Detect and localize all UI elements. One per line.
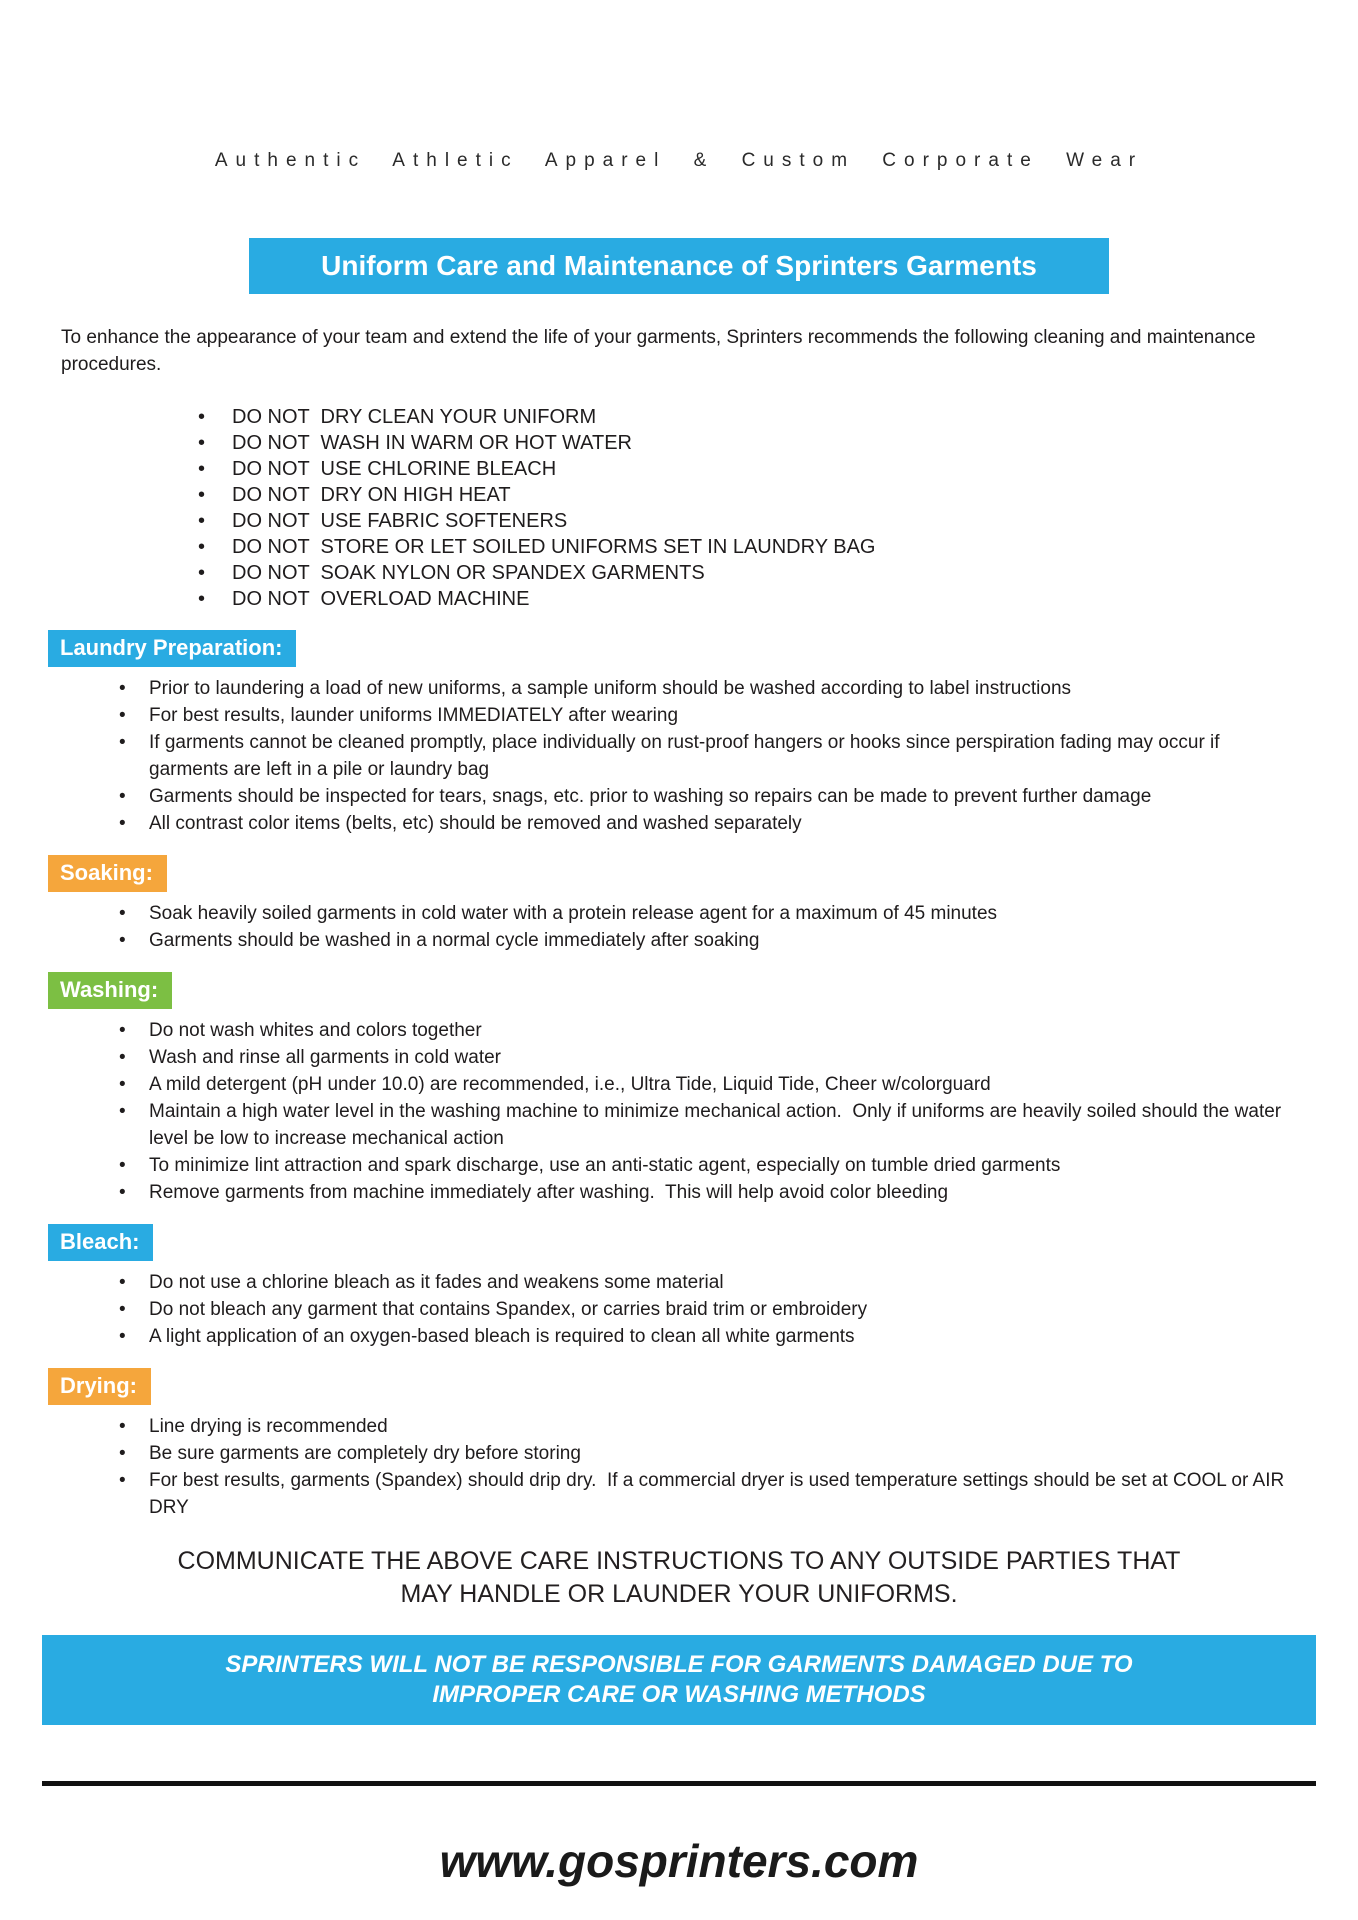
bullet-item: • To minimize lint attraction and spark discharge, use an anti-static agent, especially on tumble dried garments [111, 1152, 1290, 1179]
section-bullet-list [111, 1413, 1290, 1521]
section-header: Washing: [48, 972, 172, 1009]
do-not-item: • DO NOT USE FABRIC SOFTENERS [198, 508, 1288, 534]
bullet-item: • Wash and rinse all garments in cold water [111, 1044, 1290, 1071]
disclaimer-line1: SPRINTERS WILL NOT BE RESPONSIBLE FOR GARMENTS DAMAGED DUE TO [225, 1651, 1133, 1678]
bullet-item: • A light application of an oxygen-based bleach is required to clean all white garments [111, 1323, 1290, 1350]
bullet-item: • Prior to laundering a load of new uniforms, a sample uniform should be washed according to label instructions [111, 675, 1290, 702]
bullet-item: • Garments should be inspected for tears, snags, etc. prior to washing so repairs can be made to prevent further damage [111, 783, 1290, 810]
do-not-item: • DO NOT DRY CLEAN YOUR UNIFORM [198, 404, 1288, 430]
section-header: Drying: [48, 1368, 151, 1405]
bullet-item: • For best results, launder uniforms IMMEDIATELY after wearing [111, 702, 1290, 729]
do-not-item: • DO NOT STORE OR LET SOILED UNIFORMS SET IN LAUNDRY BAG [198, 534, 1288, 560]
do-not-item: • DO NOT WASH IN WARM OR HOT WATER [198, 430, 1288, 456]
do-not-item: • DO NOT OVERLOAD MACHINE [198, 586, 1288, 612]
bullet-item: • Do not use a chlorine bleach as it fades and weakens some material [111, 1269, 1290, 1296]
horizontal-divider [42, 1781, 1316, 1786]
page-title: Uniform Care and Maintenance of Sprinters Garments [249, 238, 1109, 294]
section-bullet-list [111, 1269, 1290, 1350]
bullet-item: • All contrast color items (belts, etc) should be removed and washed separately [111, 810, 1290, 837]
section-header: Soaking: [48, 855, 167, 892]
care-section [0, 1368, 1358, 1521]
section-bullet-list [111, 1017, 1290, 1206]
do-not-list [198, 404, 1288, 612]
bullet-item: • A mild detergent (pH under 10.0) are recommended, i.e., Ultra Tide, Liquid Tide, Cheer w/colorguard [111, 1071, 1290, 1098]
section-bullet-list [111, 675, 1290, 837]
communicate-note-line2: MAY HANDLE OR LAUNDER YOUR UNIFORMS. [400, 1580, 958, 1608]
disclaimer-banner [42, 1635, 1316, 1725]
care-section [0, 855, 1358, 954]
communicate-note [0, 1545, 1358, 1611]
bullet-item: • If garments cannot be cleaned promptly, place individually on rust-proof hangers or hooks since perspiration fading may occur if garments are left in a pile or laundry bag [111, 729, 1290, 783]
section-header: Bleach: [48, 1224, 153, 1261]
section-bullet-list [111, 900, 1290, 954]
disclaimer-line2: IMPROPER CARE OR WASHING METHODS [432, 1681, 926, 1708]
do-not-item: • DO NOT DRY ON HIGH HEAT [198, 482, 1288, 508]
bullet-item: • Line drying is recommended [111, 1413, 1290, 1440]
company-tagline: Authentic Athletic Apparel & Custom Corporate Wear [214, 150, 1144, 171]
communicate-note-line1: COMMUNICATE THE ABOVE CARE INSTRUCTIONS TO ANY OUTSIDE PARTIES THAT [177, 1547, 1181, 1575]
bullet-item: • Remove garments from machine immediately after washing. This will help avoid color bleeding [111, 1179, 1290, 1206]
bullet-item: • For best results, garments (Spandex) should drip dry. If a commercial dryer is used temperature settings should be set at COOL or AIR DRY [111, 1467, 1290, 1521]
do-not-item: • DO NOT SOAK NYLON OR SPANDEX GARMENTS [198, 560, 1288, 586]
bullet-item: • Soak heavily soiled garments in cold water with a protein release agent for a maximum of 45 minutes [111, 900, 1290, 927]
website-link[interactable]: www.gosprinters.com [439, 1835, 919, 1887]
bullet-item: • Maintain a high water level in the washing machine to minimize mechanical action. Only if uniforms are heavily soiled should the water level be low to increase mechanical action [111, 1098, 1290, 1152]
care-sections [0, 630, 1358, 1521]
do-not-item: • DO NOT USE CHLORINE BLEACH [198, 456, 1288, 482]
care-section [0, 1224, 1358, 1350]
bullet-item: • Do not bleach any garment that contains Spandex, or carries braid trim or embroidery [111, 1296, 1290, 1323]
bullet-item: • Do not wash whites and colors together [111, 1017, 1290, 1044]
section-header: Laundry Preparation: [48, 630, 296, 667]
bullet-item: • Be sure garments are completely dry before storing [111, 1440, 1290, 1467]
intro-paragraph: To enhance the appearance of your team and extend the life of your garments, Sprinters recommends the following cleaning and maintenance procedures. [61, 327, 1256, 375]
bullet-item: • Garments should be washed in a normal cycle immediately after soaking [111, 927, 1290, 954]
care-section [0, 630, 1358, 837]
care-section [0, 972, 1358, 1206]
